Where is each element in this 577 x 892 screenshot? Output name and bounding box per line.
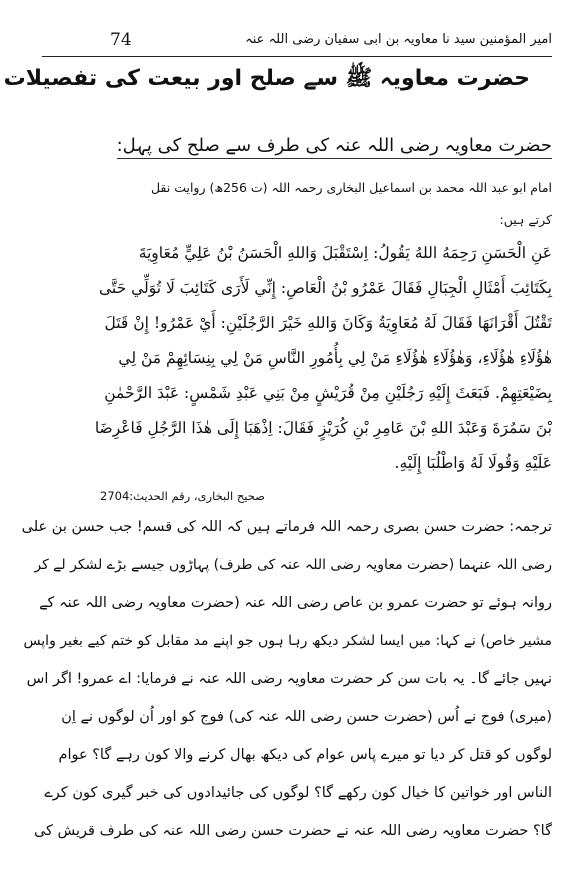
translation-line: گا؟ حضرت معاویہ رضی اللہ عنہ نے حضرت حسن رضی اللہ عنہ کی طرف قریش کی: [33, 823, 552, 839]
translation-line: لوگوں کو قتل کر دیا تو میرے پاس عوام کی دیکھ بھال کرنے والا کون رہے گا؟ عوام: [58, 747, 552, 763]
arabic-hadith-line: بِكَتَائِبَ أَمْثَالِ الْجِبَالِ فَقَالَ عَمْرُو بْنُ الْعَاصِ: إِنِّي لَأَرَى كَتَائِبَ لَا تُوَلِّي حَتَّى: [99, 279, 552, 297]
header-divider: [42, 56, 552, 57]
arabic-hadith-line: عَنِ الْحَسَنِ رَحِمَهُ اللهُ يَقُولُ: اِسْتَقْبَلَ وَاللهِ الْحَسَنُ بْنُ عَلِيٍّ مُعَاوِيَةَ: [138, 244, 552, 262]
translation-line: رضی اللہ عنہما (حضرت معاویہ رضی اللہ عنہ کی طرف) پہاڑوں جیسے بڑے لشکر لے کر: [34, 557, 552, 573]
page-number: 74: [110, 30, 132, 50]
translation-line: ترجمہ: حضرت حسن بصری رحمہ اللہ فرماتے ہیں کہ اللہ کی قسم! جب حسن بن علی: [21, 519, 552, 535]
translation-line: (میری) فوج نے اُس (حضرت حسن رضی اللہ عنہ کی) فوج کو اور اُن لوگوں نے اِن: [61, 709, 552, 725]
hadith-reference: صحیح البخاری، رقم الحدیث:2704: [100, 489, 265, 503]
arabic-hadith-line: بْنَ سَمُرَةَ وَعَبْدَ اللهِ بْنَ عَامِرِ بْنِ كُرَيْزٍ فَقَالَ: اِذْهَبَا إِلَى هٰذَا الرَّجُلِ فَاعْرِضَا: [94, 419, 552, 437]
translation-line: روانہ ہوئے تو حضرت عمرو بن عاص رضی اللہ عنہ (حضرت معاویہ رضی اللہ عنہ کے: [39, 595, 552, 611]
header-title: امیر المؤمنین سید نا معاویہ بن ابی سفیان رضی اللہ عنہ: [245, 32, 552, 47]
section-sub-heading: حضرت معاویہ رضی اللہ عنہ کی طرف سے صلح کی پہل:: [117, 135, 552, 159]
translation-line: مشیر خاص) نے کہا: میں ایسا لشکر دیکھ رہا ہوں جو اپنے مد مقابل کو ختم کیے بغیر واپس: [23, 633, 552, 649]
translation-line: الناس اور خواتین کا خیال کون رکھے گا؟ لوگوں کی جائیدادوں کی خبر گیری کون کرے: [44, 785, 552, 801]
arabic-hadith-line: عَلَيْهِ وَقُولَا لَهُ وَاطْلُبَا إِلَيْهِ.: [394, 454, 552, 472]
arabic-hadith-line: بِضَيْعَتِهِمْ. فَبَعَثَ إِلَيْهِ رَجُلَيْنِ مِنْ قُرَيْشٍ مِنْ بَنِي عَبْدِ شَمْسٍ: عَبْدَ الرَّحْمٰنِ: [104, 384, 552, 402]
chapter-heading: حضرت معاویہ ﷺ سے صلح اور بیعت کی تفصیلات: [3, 66, 530, 91]
arabic-hadith-line: هٰؤُلَاءِ هٰؤُلَاءِ، وَهٰؤُلَاءِ هٰؤُلَاءِ مَنْ لِي بِأُمُورِ النَّاسِ مَنْ لِي بِنِسَائِهِمْ مَنْ لِي: [118, 349, 552, 367]
running-header: [42, 32, 552, 54]
intro-line: امام ابو عبد اللہ محمد بن اسماعیل البخاری رحمہ اللہ (ت 256ھ) روایت نقل: [150, 180, 552, 195]
intro-line: کرتے ہیں:: [499, 212, 552, 227]
arabic-hadith-line: تَقْتُلَ أَقْرَانَهَا فَقَالَ لَهُ مُعَاوِيَةُ وَكَانَ وَاللهِ خَيْرَ الرَّجُلَيْنِ: أَيْ عَمْرُو! إِنْ قَتَلَ: [104, 314, 552, 332]
translation-line: نہیں جائے گا۔ یہ بات سن کر حضرت معاویہ رضی اللہ عنہ نے فرمایا: اے عمرو! اگر اس: [26, 671, 552, 687]
